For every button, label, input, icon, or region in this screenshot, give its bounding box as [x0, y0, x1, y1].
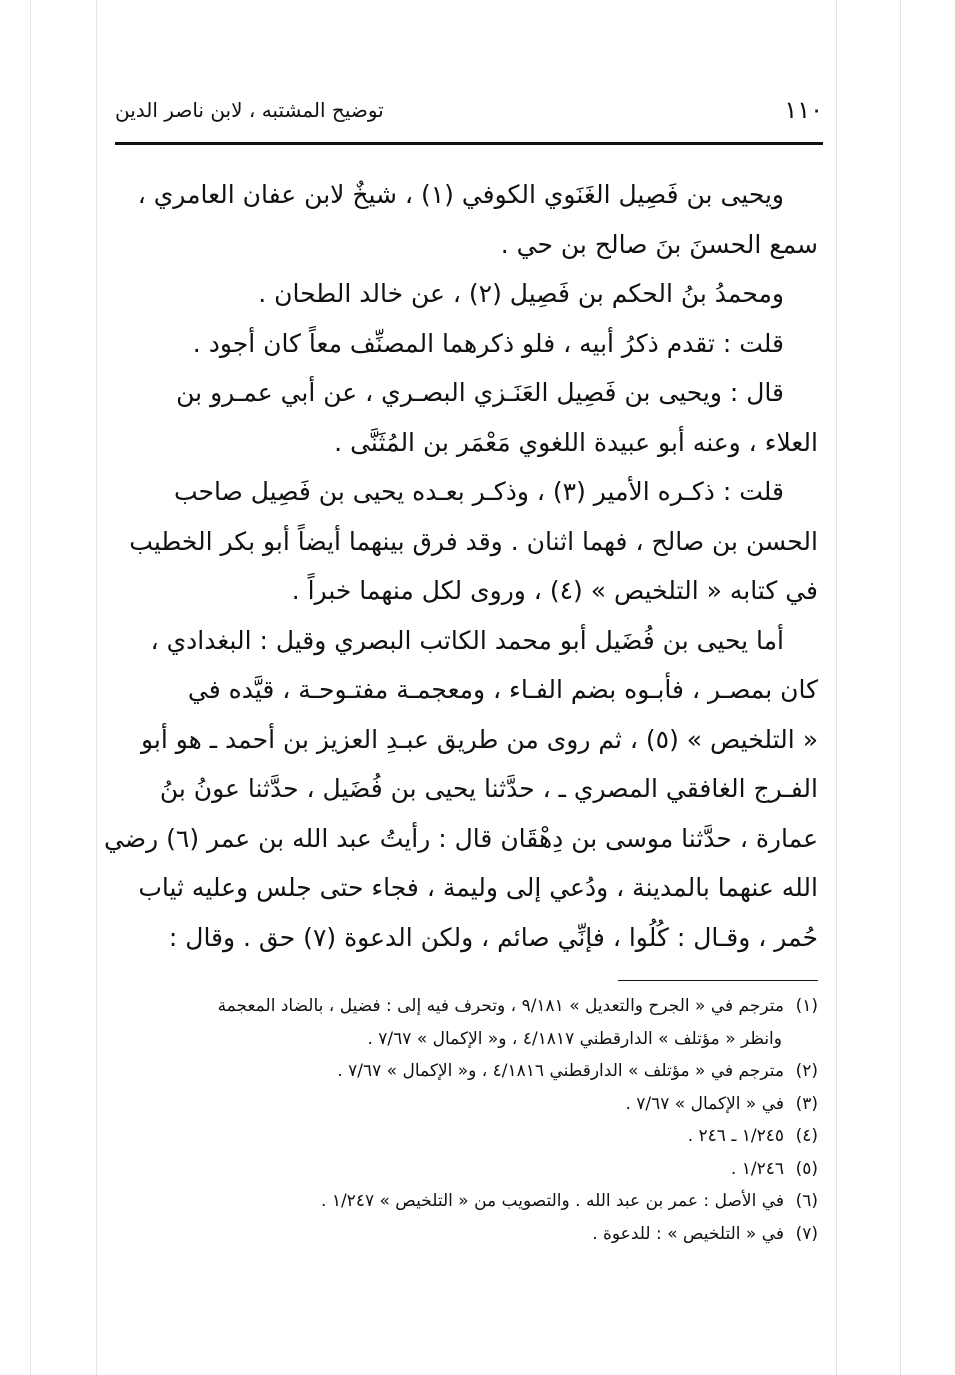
main-text — [104, 170, 818, 962]
text-line: العلاء ، وعنه أبو عبيدة اللغوي مَعْمَر بن المُثَنَّى . — [334, 427, 818, 457]
text-line: ومحمدُ بنُ الحكم بن فَصِيل (٢) ، عن خالد الطحان . — [258, 279, 784, 308]
scan-guide-line — [836, 0, 837, 1375]
footnote-number: (٥) — [795, 1158, 818, 1179]
footnote-line — [112, 990, 818, 1023]
footnote-text: مترجم في « مؤتلف » الدارقطني ٤/١٨١٦ ، و« الإكمال » ٧/٦٧ . — [337, 1061, 784, 1081]
footnote-line — [112, 1185, 818, 1218]
footnote-text: مترجم في « الجرح والتعديل » ٩/١٨١ ، وتحرف فيه إلى : فضيل ، بالضاد المعجمة — [217, 996, 784, 1016]
footnote-number: (١) — [795, 996, 818, 1016]
text-line: أما يحيى بن فُضَيل أبو محمد الكاتب البصري وقيل : البغدادي ، — [150, 625, 784, 655]
footnote-number: (٢) — [795, 1061, 818, 1081]
running-title: توضيح المشتبه ، لابن ناصر الدين — [115, 98, 384, 122]
scan-guide-line — [96, 0, 97, 1375]
text-line: قلت : تقدم ذكرُ أبيه ، فلو ذكرهما المصنِّف معاً كان أجود . — [192, 328, 784, 358]
text-line: حُمر ، وقـال : كُلُوا ، فإنِّي صائم ، ولكن الدعوة (٧) حق . وقال : — [168, 922, 818, 952]
page-header — [115, 88, 823, 138]
footnote-text: ١/٢٤٥ ـ ٢٤٦ . — [687, 1126, 784, 1146]
scan-guide-line — [900, 0, 901, 1375]
footnote-line — [112, 1120, 818, 1153]
text-line: في كتابه « التلخيص » (٤) ، وروى لكل منهما خبراً . — [291, 576, 818, 605]
text-line: الفـرج الغافقي المصري ـ ، حدَّثنا يحيى بن فُضَيل ، حدَّثنا عونُ بنُ — [159, 774, 818, 803]
text-line: سمع الحسنَ بنَ صالح بن حي . — [500, 229, 818, 259]
footnote-line — [112, 1055, 818, 1088]
footnote-number: (٣) — [795, 1093, 818, 1114]
footnote-line — [112, 1023, 818, 1056]
text-line: ويحيى بن فَصِيل الغَنَوي الكوفي (١) ، شيخٌ لابن عفان العامري ، — [137, 180, 784, 209]
footnote-line — [112, 1153, 818, 1186]
scan-guide-line — [30, 0, 31, 1375]
footnote-text: في « الإكمال » ٧/٦٧ . — [625, 1093, 784, 1114]
footnote-line — [112, 1218, 818, 1251]
text-line: كان بمصـر ، فأبـوه بضم الفـاء ، ومعجمـة مفتـوحـة ، قيَّده في — [187, 675, 818, 704]
text-line: عمارة ، حدَّثنا موسى بن دِهْقَان قال : رأيتُ عبد الله بن عمر (٦) رضي — [104, 823, 818, 853]
footnote-text: في « التلخيص » : للدعوة . — [592, 1223, 784, 1244]
footnote-separator — [618, 980, 818, 981]
footnote-text: في الأصل : عمر بن عبد الله . والتصويب من « التلخيص » ١/٢٤٧ . — [321, 1191, 784, 1211]
footnote-number: (٧) — [795, 1223, 818, 1244]
header-rule — [115, 142, 823, 145]
page-number: ١١٠ — [784, 96, 823, 124]
footnote-text: ١/٢٤٦ . — [730, 1158, 784, 1179]
text-line: الله عنهما بالمدينة ، ودُعي إلى وليمة ، فجاء حتى جلس وعليه ثياب — [138, 873, 818, 902]
footnote-line — [112, 1088, 818, 1121]
footnote-text: وانظر « مؤتلف » الدارقطني ٤/١٨١٧ ، و« الإكمال » ٧/٦٧ . — [367, 1028, 782, 1049]
footnote-number: (٦) — [795, 1191, 818, 1211]
text-line: « التلخيص » (٥) ، ثم روى من طريق عبـدِ العزيز بن أحمد ـ هو أبو — [140, 724, 818, 754]
footnotes — [112, 990, 818, 1250]
footnote-number: (٤) — [795, 1126, 818, 1146]
text-line: قال : ويحيى بن فَصِيل العَنَـزي البصـري ، عن أبي عمـرو بن — [176, 378, 784, 407]
text-line: الحسن بن صالح ، فهما اثنان . وقد فرق بينهما أيضاً أبو بكر الخطيب — [129, 526, 818, 556]
text-line: قلت : ذكـره الأمير (٣) ، وذكـر بعـده يحيى بن فَصِيل صاحب — [173, 477, 784, 506]
